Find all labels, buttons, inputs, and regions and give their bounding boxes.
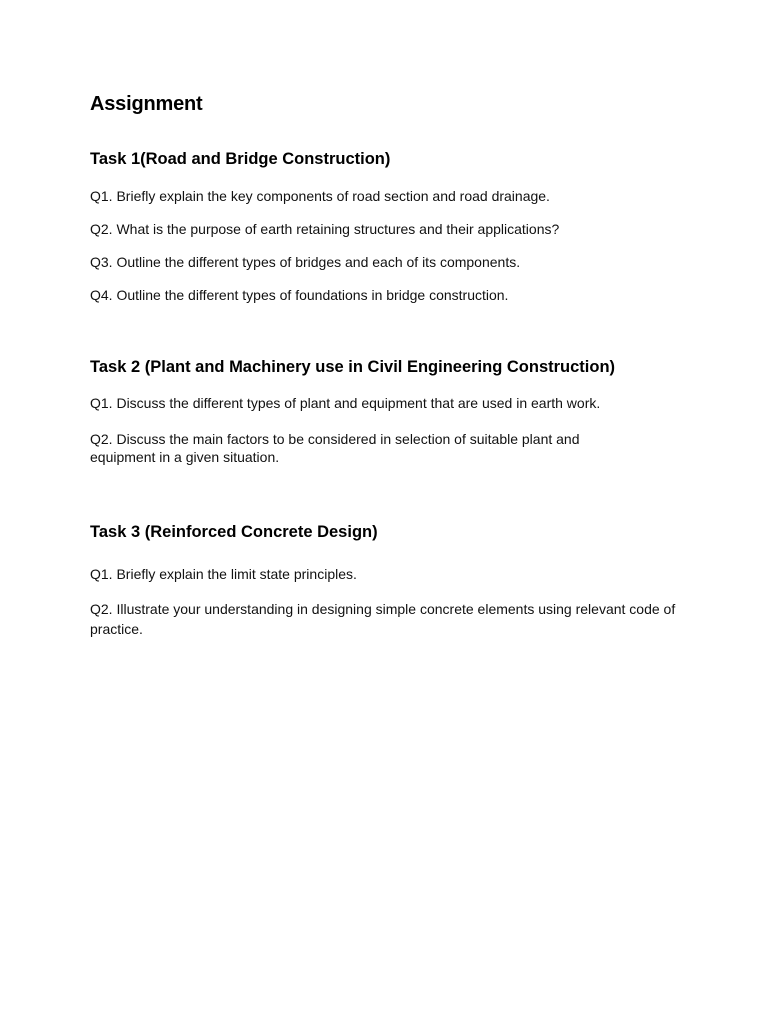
- task-2-question-2: Q2. Discuss the main factors to be considered in selection of suitable plant and equipment in a given situation.: [90, 431, 580, 465]
- task-3-question-2: Q2. Illustrate your understanding in designing simple concrete elements using relevant code of practice.: [90, 601, 676, 637]
- task-1-question-2: Q2. What is the purpose of earth retaining structures and their applications?: [90, 221, 560, 237]
- task-1-heading: Task 1(Road and Bridge Construction): [90, 150, 391, 168]
- task-2-question-1: Q1. Discuss the different types of plant and equipment that are used in earth work.: [90, 395, 601, 411]
- task-2-heading: Task 2 (Plant and Machinery use in Civil Engineering Construction): [90, 358, 616, 376]
- task-1-question-4: Q4. Outline the different types of foundations in bridge construction.: [90, 287, 509, 303]
- task-1-question-1: Q1. Briefly explain the key components of road section and road drainage.: [90, 188, 550, 204]
- task-3-question-1: Q1. Briefly explain the limit state principles.: [90, 566, 357, 582]
- task-3-heading: Task 3 (Reinforced Concrete Design): [90, 523, 378, 541]
- document-title: Assignment: [90, 93, 203, 115]
- task-1-question-3: Q3. Outline the different types of bridges and each of its components.: [90, 254, 521, 270]
